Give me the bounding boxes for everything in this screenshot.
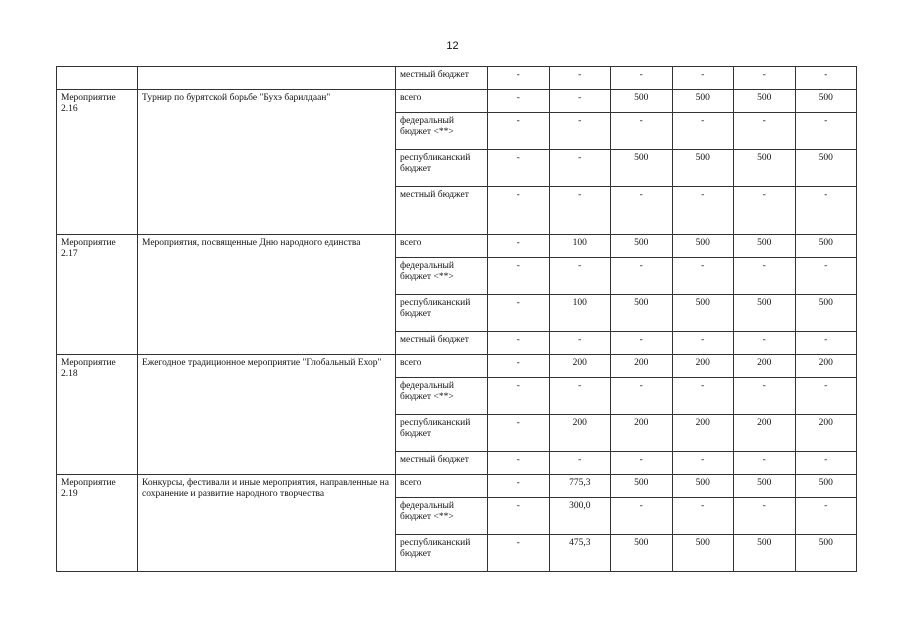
value-cell: - xyxy=(795,332,857,355)
value-cell: 500 xyxy=(672,90,734,113)
value-cell: 500 xyxy=(611,475,673,498)
value-cell: - xyxy=(734,332,796,355)
budget-table xyxy=(56,66,857,572)
table-row xyxy=(57,90,857,113)
value-cell: - xyxy=(795,187,857,235)
funding-source-cell: местный бюджет xyxy=(396,332,488,355)
measure-name-cell xyxy=(138,67,396,90)
value-cell: - xyxy=(795,378,857,415)
value-cell: 475,3 xyxy=(549,535,611,572)
value-cell: - xyxy=(611,258,673,295)
value-cell: - xyxy=(488,258,550,295)
funding-source-cell: республиканский бюджет xyxy=(396,150,488,187)
funding-source-cell: всего xyxy=(396,235,488,258)
value-cell: - xyxy=(672,332,734,355)
funding-source-cell: всего xyxy=(396,355,488,378)
value-cell: - xyxy=(611,378,673,415)
value-cell: - xyxy=(611,452,673,475)
value-cell: - xyxy=(734,378,796,415)
funding-source-cell: республиканский бюджет xyxy=(396,295,488,332)
value-cell: - xyxy=(488,295,550,332)
value-cell: 200 xyxy=(734,355,796,378)
value-cell: - xyxy=(672,113,734,150)
value-cell: - xyxy=(611,498,673,535)
value-cell: 200 xyxy=(611,355,673,378)
measure-name-cell: Мероприятия, посвященные Дню народного единства xyxy=(138,235,396,355)
funding-source-cell: местный бюджет xyxy=(396,67,488,90)
value-cell: - xyxy=(672,67,734,90)
value-cell: - xyxy=(549,150,611,187)
value-cell: 500 xyxy=(795,150,857,187)
value-cell: - xyxy=(488,475,550,498)
value-cell: - xyxy=(734,258,796,295)
value-cell: 500 xyxy=(734,150,796,187)
funding-source-cell: местный бюджет xyxy=(396,187,488,235)
value-cell: 500 xyxy=(734,535,796,572)
value-cell: 500 xyxy=(795,235,857,258)
value-cell: 200 xyxy=(549,355,611,378)
measure-id-cell: Мероприятие 2.17 xyxy=(57,235,138,355)
value-cell: - xyxy=(549,187,611,235)
value-cell: 500 xyxy=(672,475,734,498)
measure-name-cell: Ежегодное традиционное мероприятие "Глобальный Ехор" xyxy=(138,355,396,475)
funding-source-cell: всего xyxy=(396,475,488,498)
measure-id-cell: Мероприятие 2.19 xyxy=(57,475,138,572)
value-cell: 500 xyxy=(734,235,796,258)
value-cell: 500 xyxy=(672,295,734,332)
value-cell: - xyxy=(734,452,796,475)
value-cell: - xyxy=(488,90,550,113)
measure-id-cell: Мероприятие 2.18 xyxy=(57,355,138,475)
value-cell: - xyxy=(672,258,734,295)
value-cell: 200 xyxy=(672,355,734,378)
value-cell: 500 xyxy=(672,235,734,258)
value-cell: - xyxy=(549,378,611,415)
value-cell: - xyxy=(549,90,611,113)
page-number: 12 xyxy=(446,40,459,52)
value-cell: 500 xyxy=(795,90,857,113)
table-row xyxy=(57,355,857,378)
value-cell: 200 xyxy=(734,415,796,452)
value-cell: 500 xyxy=(672,150,734,187)
measure-name-cell: Конкурсы, фестивали и иные мероприятия, направленные на сохранение и развитие народного творчества xyxy=(138,475,396,572)
table-row xyxy=(57,475,857,498)
value-cell: 200 xyxy=(549,415,611,452)
value-cell: 200 xyxy=(795,355,857,378)
value-cell: - xyxy=(734,113,796,150)
value-cell: 500 xyxy=(611,90,673,113)
value-cell: 500 xyxy=(795,535,857,572)
table-row xyxy=(57,235,857,258)
value-cell: 100 xyxy=(549,235,611,258)
budget-table-body xyxy=(57,67,857,572)
table-row xyxy=(57,67,857,90)
value-cell: - xyxy=(549,258,611,295)
value-cell: - xyxy=(488,415,550,452)
value-cell: 775,3 xyxy=(549,475,611,498)
value-cell: - xyxy=(672,187,734,235)
value-cell: - xyxy=(611,113,673,150)
funding-source-cell: федеральный бюджет <**> xyxy=(396,258,488,295)
value-cell: 500 xyxy=(611,150,673,187)
value-cell: - xyxy=(734,187,796,235)
value-cell: - xyxy=(488,452,550,475)
value-cell: - xyxy=(795,113,857,150)
value-cell: 500 xyxy=(611,535,673,572)
value-cell: 200 xyxy=(672,415,734,452)
value-cell: 500 xyxy=(611,295,673,332)
value-cell: - xyxy=(488,498,550,535)
value-cell: 100 xyxy=(549,295,611,332)
value-cell: - xyxy=(488,235,550,258)
value-cell: - xyxy=(549,67,611,90)
funding-source-cell: федеральный бюджет <**> xyxy=(396,498,488,535)
measure-name-cell: Турнир по бурятской борьбе "Бухэ барилдаан" xyxy=(138,90,396,235)
value-cell: - xyxy=(672,452,734,475)
value-cell: - xyxy=(795,258,857,295)
funding-source-cell: федеральный бюджет <**> xyxy=(396,113,488,150)
measure-id-cell xyxy=(57,67,138,90)
value-cell: - xyxy=(488,67,550,90)
value-cell: - xyxy=(611,332,673,355)
value-cell: - xyxy=(488,332,550,355)
value-cell: - xyxy=(488,187,550,235)
value-cell: - xyxy=(734,498,796,535)
value-cell: - xyxy=(672,498,734,535)
value-cell: - xyxy=(549,332,611,355)
value-cell: - xyxy=(611,187,673,235)
value-cell: 500 xyxy=(672,535,734,572)
value-cell: - xyxy=(488,535,550,572)
value-cell: 500 xyxy=(734,475,796,498)
value-cell: - xyxy=(795,498,857,535)
value-cell: - xyxy=(549,452,611,475)
value-cell: 500 xyxy=(795,475,857,498)
value-cell: - xyxy=(488,355,550,378)
value-cell: 500 xyxy=(795,295,857,332)
funding-source-cell: всего xyxy=(396,90,488,113)
funding-source-cell: местный бюджет xyxy=(396,452,488,475)
value-cell: - xyxy=(488,113,550,150)
value-cell: - xyxy=(488,378,550,415)
value-cell: 500 xyxy=(734,295,796,332)
value-cell: - xyxy=(734,67,796,90)
measure-id-cell: Мероприятие 2.16 xyxy=(57,90,138,235)
value-cell: - xyxy=(795,67,857,90)
value-cell: - xyxy=(549,113,611,150)
value-cell: 300,0 xyxy=(549,498,611,535)
funding-source-cell: республиканский бюджет xyxy=(396,415,488,452)
value-cell: 200 xyxy=(795,415,857,452)
value-cell: - xyxy=(795,452,857,475)
funding-source-cell: республиканский бюджет xyxy=(396,535,488,572)
value-cell: 500 xyxy=(734,90,796,113)
value-cell: - xyxy=(488,150,550,187)
funding-source-cell: федеральный бюджет <**> xyxy=(396,378,488,415)
value-cell: 200 xyxy=(611,415,673,452)
value-cell: - xyxy=(672,378,734,415)
value-cell: - xyxy=(611,67,673,90)
value-cell: 500 xyxy=(611,235,673,258)
